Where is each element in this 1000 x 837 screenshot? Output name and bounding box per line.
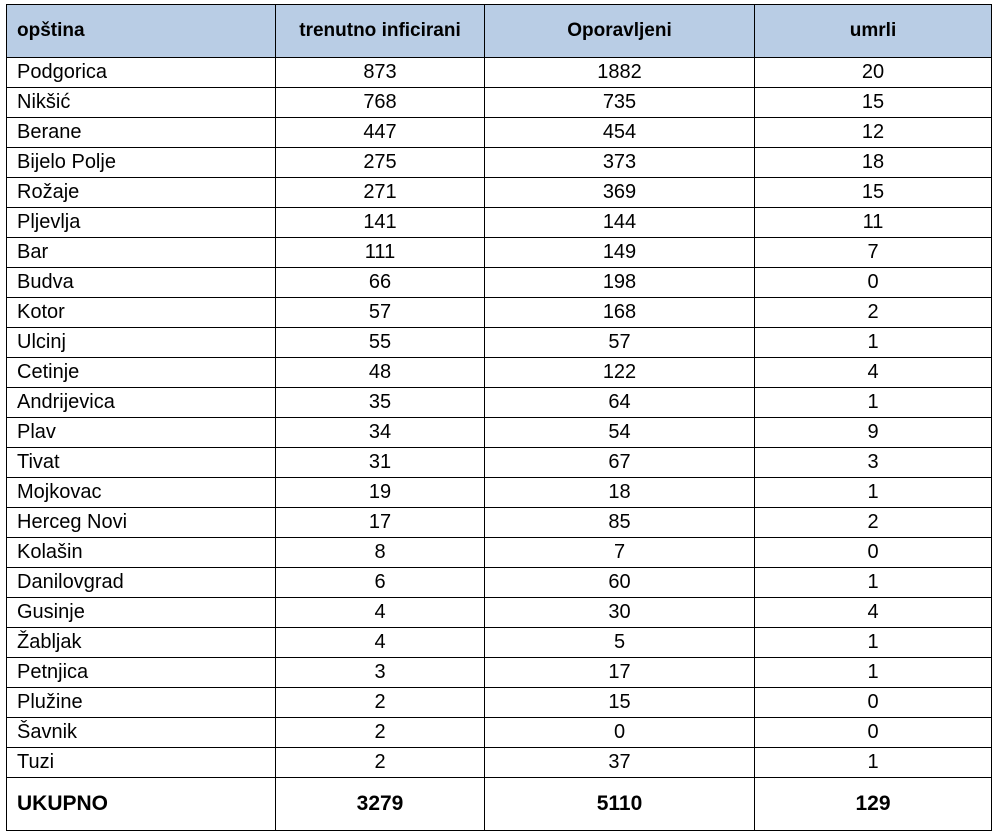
cell-municipality: Plužine xyxy=(7,688,276,718)
cell-infected: 768 xyxy=(276,88,485,118)
table-row xyxy=(7,418,992,448)
cell-municipality: Pljevlja xyxy=(7,208,276,238)
cell-municipality: Cetinje xyxy=(7,358,276,388)
cell-deceased: 1 xyxy=(755,628,992,658)
cell-recovered: 198 xyxy=(485,268,755,298)
cell-infected: 19 xyxy=(276,478,485,508)
cell-recovered: 7 xyxy=(485,538,755,568)
cell-infected: 141 xyxy=(276,208,485,238)
cell-municipality: Gusinje xyxy=(7,598,276,628)
cell-municipality: Tivat xyxy=(7,448,276,478)
total-row xyxy=(7,778,992,831)
cell-municipality: Kotor xyxy=(7,298,276,328)
cell-infected: 31 xyxy=(276,448,485,478)
cell-recovered: 30 xyxy=(485,598,755,628)
header-deceased: umrli xyxy=(755,5,992,58)
cell-recovered: 60 xyxy=(485,568,755,598)
cell-deceased: 4 xyxy=(755,358,992,388)
cell-municipality: Šavnik xyxy=(7,718,276,748)
table-row xyxy=(7,208,992,238)
table-row xyxy=(7,628,992,658)
cell-deceased: 0 xyxy=(755,268,992,298)
cell-municipality: Nikšić xyxy=(7,88,276,118)
cell-infected: 3 xyxy=(276,658,485,688)
table-footer xyxy=(7,778,992,831)
cell-infected: 2 xyxy=(276,718,485,748)
cell-infected: 6 xyxy=(276,568,485,598)
cell-municipality: Podgorica xyxy=(7,58,276,88)
cell-deceased: 1 xyxy=(755,658,992,688)
cell-municipality: Mojkovac xyxy=(7,478,276,508)
cell-deceased: 2 xyxy=(755,298,992,328)
cell-deceased: 0 xyxy=(755,688,992,718)
cell-recovered: 64 xyxy=(485,388,755,418)
cell-infected: 2 xyxy=(276,748,485,778)
cell-municipality: Bar xyxy=(7,238,276,268)
total-label: UKUPNO xyxy=(7,778,276,831)
cell-municipality: Petnjica xyxy=(7,658,276,688)
table-row xyxy=(7,568,992,598)
cell-infected: 2 xyxy=(276,688,485,718)
table-row xyxy=(7,508,992,538)
table-row xyxy=(7,178,992,208)
cell-infected: 873 xyxy=(276,58,485,88)
cell-deceased: 1 xyxy=(755,478,992,508)
cell-recovered: 15 xyxy=(485,688,755,718)
cell-infected: 66 xyxy=(276,268,485,298)
cell-municipality: Danilovgrad xyxy=(7,568,276,598)
cell-recovered: 369 xyxy=(485,178,755,208)
cell-recovered: 454 xyxy=(485,118,755,148)
total-recovered: 5110 xyxy=(485,778,755,831)
table-row xyxy=(7,58,992,88)
table-row xyxy=(7,358,992,388)
table-body xyxy=(7,58,992,778)
municipality-stats-table xyxy=(6,4,992,831)
table-row xyxy=(7,448,992,478)
cell-deceased: 0 xyxy=(755,718,992,748)
cell-municipality: Kolašin xyxy=(7,538,276,568)
cell-infected: 57 xyxy=(276,298,485,328)
cell-infected: 4 xyxy=(276,628,485,658)
cell-infected: 275 xyxy=(276,148,485,178)
cell-municipality: Berane xyxy=(7,118,276,148)
cell-municipality: Andrijevica xyxy=(7,388,276,418)
cell-deceased: 12 xyxy=(755,118,992,148)
cell-recovered: 18 xyxy=(485,478,755,508)
cell-municipality: Rožaje xyxy=(7,178,276,208)
cell-deceased: 9 xyxy=(755,418,992,448)
table-row xyxy=(7,748,992,778)
table-row xyxy=(7,88,992,118)
table-row xyxy=(7,598,992,628)
cell-deceased: 4 xyxy=(755,598,992,628)
cell-deceased: 1 xyxy=(755,568,992,598)
header-municipality: opština xyxy=(7,5,276,58)
cell-recovered: 122 xyxy=(485,358,755,388)
table-row xyxy=(7,268,992,298)
cell-deceased: 0 xyxy=(755,538,992,568)
cell-municipality: Bijelo Polje xyxy=(7,148,276,178)
cell-infected: 34 xyxy=(276,418,485,448)
cell-deceased: 1 xyxy=(755,388,992,418)
cell-recovered: 149 xyxy=(485,238,755,268)
cell-recovered: 17 xyxy=(485,658,755,688)
total-infected: 3279 xyxy=(276,778,485,831)
cell-recovered: 0 xyxy=(485,718,755,748)
cell-infected: 271 xyxy=(276,178,485,208)
table-row xyxy=(7,538,992,568)
cell-infected: 8 xyxy=(276,538,485,568)
cell-municipality: Ulcinj xyxy=(7,328,276,358)
cell-deceased: 11 xyxy=(755,208,992,238)
table-row xyxy=(7,328,992,358)
header-infected: trenutno inficirani xyxy=(276,5,485,58)
cell-infected: 447 xyxy=(276,118,485,148)
table-row xyxy=(7,688,992,718)
cell-deceased: 7 xyxy=(755,238,992,268)
table-container xyxy=(6,4,992,831)
cell-recovered: 735 xyxy=(485,88,755,118)
header-row xyxy=(7,5,992,58)
cell-municipality: Tuzi xyxy=(7,748,276,778)
cell-deceased: 2 xyxy=(755,508,992,538)
cell-deceased: 3 xyxy=(755,448,992,478)
cell-recovered: 57 xyxy=(485,328,755,358)
cell-recovered: 144 xyxy=(485,208,755,238)
cell-recovered: 168 xyxy=(485,298,755,328)
cell-infected: 55 xyxy=(276,328,485,358)
cell-municipality: Budva xyxy=(7,268,276,298)
table-row xyxy=(7,238,992,268)
cell-municipality: Žabljak xyxy=(7,628,276,658)
cell-deceased: 20 xyxy=(755,58,992,88)
cell-deceased: 15 xyxy=(755,178,992,208)
cell-infected: 4 xyxy=(276,598,485,628)
cell-recovered: 54 xyxy=(485,418,755,448)
cell-recovered: 5 xyxy=(485,628,755,658)
table-row xyxy=(7,718,992,748)
table-row xyxy=(7,478,992,508)
header-recovered: Oporavljeni xyxy=(485,5,755,58)
table-row xyxy=(7,388,992,418)
cell-recovered: 373 xyxy=(485,148,755,178)
cell-infected: 48 xyxy=(276,358,485,388)
cell-deceased: 1 xyxy=(755,748,992,778)
table-header xyxy=(7,5,992,58)
cell-municipality: Herceg Novi xyxy=(7,508,276,538)
cell-deceased: 18 xyxy=(755,148,992,178)
cell-infected: 17 xyxy=(276,508,485,538)
cell-recovered: 37 xyxy=(485,748,755,778)
cell-infected: 111 xyxy=(276,238,485,268)
table-row xyxy=(7,148,992,178)
cell-infected: 35 xyxy=(276,388,485,418)
cell-recovered: 1882 xyxy=(485,58,755,88)
table-row xyxy=(7,658,992,688)
cell-municipality: Plav xyxy=(7,418,276,448)
total-deceased: 129 xyxy=(755,778,992,831)
cell-recovered: 85 xyxy=(485,508,755,538)
table-row xyxy=(7,298,992,328)
cell-deceased: 15 xyxy=(755,88,992,118)
table-row xyxy=(7,118,992,148)
cell-recovered: 67 xyxy=(485,448,755,478)
cell-deceased: 1 xyxy=(755,328,992,358)
